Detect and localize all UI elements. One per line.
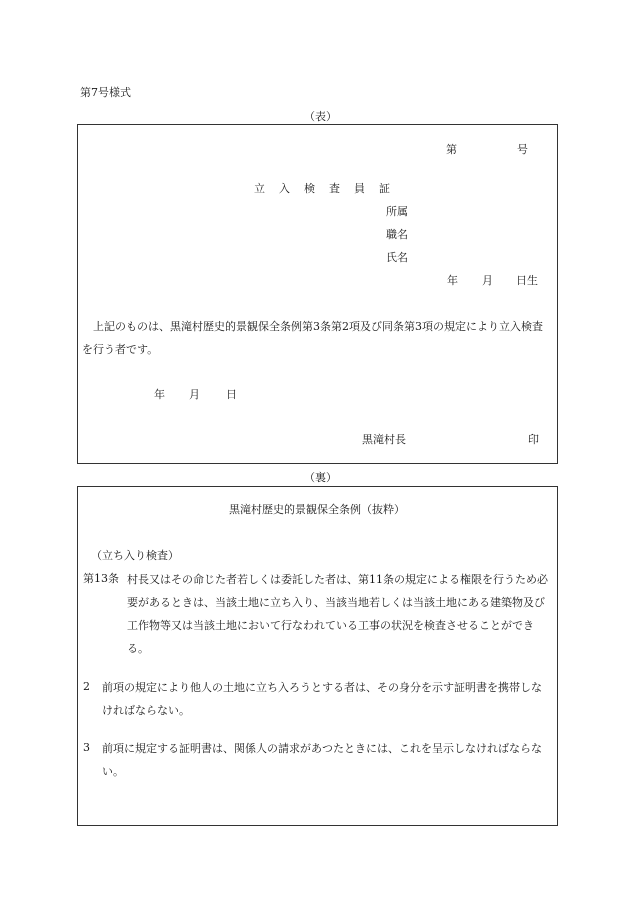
- article-label: 第13条: [83, 572, 119, 585]
- birth-year: 年: [447, 274, 458, 287]
- para2-text: 前項の規定により他人の土地に立ち入ろうとする者は、その身分を示す証明書を携帯しなければならない。: [102, 681, 542, 717]
- birth-month: 月: [482, 274, 493, 287]
- name-label: 氏名: [386, 251, 408, 264]
- issuer: 黒滝村長: [362, 433, 406, 446]
- number-prefix: 第: [446, 143, 457, 156]
- front-side-label: （表）: [304, 110, 337, 123]
- para2-number: 2: [83, 680, 90, 693]
- affiliation-label: 所属: [386, 205, 408, 218]
- section-heading: （立ち入り検査）: [91, 549, 179, 562]
- back-card: [77, 486, 558, 826]
- para3-text: 前項に規定する証明書は、関係人の請求があつたときには、これを呈示しなければならない。: [102, 742, 542, 778]
- article-first-line-wrap: [127, 568, 551, 660]
- para2-text-wrap: [102, 676, 551, 722]
- certificate-statement: 上記のものは、黒滝村歴史的景観保全条例第3条第2項及び同条第3項の規定により立入検査を行う者です。: [82, 320, 543, 356]
- card-title: 立入検査員証: [254, 182, 404, 195]
- date-day: 日: [226, 388, 237, 401]
- position-label: 職名: [386, 228, 408, 241]
- date-year: 年: [154, 388, 165, 401]
- para3-number: 3: [83, 741, 90, 754]
- back-side-label: （裏）: [304, 471, 337, 484]
- article-text: 村長又はその命じた者若しくは委託した者は、第11条の規定による権限を行うため必要があるときは、当該土地に立ち入り、当該当地若しくは当該土地にある建築物及び工作物等又は当該土地において行なわれている工事の状況を検査させることができる。: [127, 573, 548, 655]
- form-label: 第7号様式: [80, 86, 131, 99]
- date-month: 月: [189, 388, 200, 401]
- birth-day: 日生: [516, 274, 538, 287]
- front-card: [77, 124, 558, 464]
- para3-text-wrap: [102, 737, 551, 783]
- ordinance-title: 黒滝村歴史的景観保全条例（抜粋）: [229, 503, 405, 516]
- seal-mark: 印: [528, 433, 539, 446]
- number-suffix: 号: [517, 143, 528, 156]
